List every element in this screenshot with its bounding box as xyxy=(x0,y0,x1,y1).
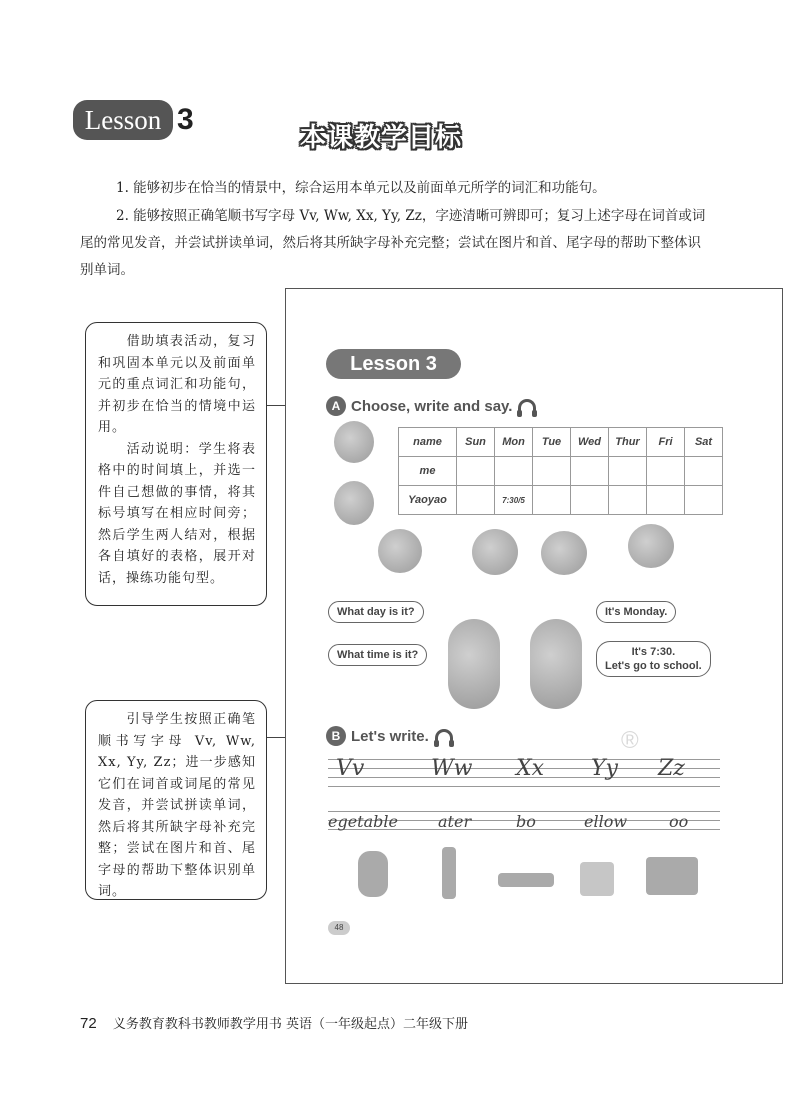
speech-bubble-1: What day is it? xyxy=(328,601,424,623)
picture-house xyxy=(541,531,587,575)
table-row xyxy=(399,486,723,515)
table-row xyxy=(399,457,723,486)
picture-football xyxy=(334,481,374,525)
table-cell xyxy=(533,457,571,486)
table-cell: me xyxy=(399,457,457,486)
word-bo: bo xyxy=(516,812,536,831)
lesson-badge: Lesson xyxy=(73,100,173,140)
picture-water-bottle xyxy=(442,847,456,899)
textbook-page-number: 48 xyxy=(328,921,350,935)
speech-bubble-4 xyxy=(596,641,711,677)
table-cell xyxy=(495,457,533,486)
picture-girl xyxy=(530,619,582,709)
picture-sleeping xyxy=(628,524,674,568)
section-b-letter: B xyxy=(326,726,346,746)
table-cell xyxy=(609,486,647,515)
page-title: 本课教学目标 xyxy=(300,123,463,153)
note2-para1: 引导学生按照正确笔顺书写字母 Vv, Ww, Xx, Yy, Zz；进一步感知它们在词首或词尾的常见发音，并尝试拼读单词，然后将其所缺字母补充完整；尝试在图片和首、尾字母的帮助下整体识别单词。 xyxy=(98,712,256,899)
picture-yellow xyxy=(580,862,614,896)
table-cell xyxy=(647,457,685,486)
speech-bubble-4-line2: Let's go to school. xyxy=(605,660,702,672)
speech-bubble-2: What time is it? xyxy=(328,644,427,666)
table-cell xyxy=(571,486,609,515)
letter-yy: Yy xyxy=(591,756,618,781)
table-header-cell: Mon xyxy=(495,428,533,457)
section-a-letter: A xyxy=(326,396,346,416)
table-header-cell: name xyxy=(399,428,457,457)
section-a-title: Choose, write and say. xyxy=(351,397,513,415)
table-cell: 7:30/5 xyxy=(495,486,533,515)
headphones-icon[interactable] xyxy=(435,729,453,743)
word-ellow: ellow xyxy=(584,812,628,831)
table-cell xyxy=(571,457,609,486)
table-header-cell: Fri xyxy=(647,428,685,457)
table-header-cell: Tue xyxy=(533,428,571,457)
table-header-cell: Sat xyxy=(685,428,723,457)
table-cell xyxy=(685,457,723,486)
section-b-heading xyxy=(326,726,453,746)
picture-zoo xyxy=(646,857,698,895)
picture-vegetable xyxy=(358,851,388,897)
section-b-title: Let's write. xyxy=(351,727,429,745)
side-note-2 xyxy=(85,700,267,900)
table-cell xyxy=(457,457,495,486)
objective-1: 1. 能够初步在恰当的情景中，综合运用本单元以及前面单元所学的词汇和功能句。 xyxy=(116,180,606,196)
picture-drawing xyxy=(378,529,422,573)
table-cell xyxy=(647,486,685,515)
word-oo: oo xyxy=(669,812,689,831)
letter-vv: Vv xyxy=(336,756,365,781)
objective-2: 2. 能够按照正确笔顺书写字母 Vv, Ww, Xx, Yy, Zz，字迹清晰可辨即可；复习上述字母在词首或词尾的常见发音，并尝试拼读单词，然后将其所缺字母补充完整；尝试在图片和首、尾字母的帮助下整体识别单词。 xyxy=(80,208,706,278)
section-a-heading xyxy=(326,396,536,416)
picture-cycling xyxy=(472,529,518,575)
note1-para1: 借助填表活动，复习和巩固本单元以及前面单元的重点词汇和功能句，并初步在恰当的情境中运用。 xyxy=(98,334,256,435)
table-cell xyxy=(533,486,571,515)
picture-box xyxy=(498,873,554,887)
letter-ww: Ww xyxy=(431,756,473,781)
table-header-row xyxy=(399,428,723,457)
table-cell xyxy=(609,457,647,486)
side-note-1 xyxy=(85,322,267,606)
word-ater: ater xyxy=(438,812,472,831)
footer xyxy=(80,1013,468,1032)
table-cell xyxy=(457,486,495,515)
table-cell xyxy=(685,486,723,515)
speech-bubble-4-line1: It's 7:30. xyxy=(631,646,676,658)
footer-page-number: 72 xyxy=(80,1015,97,1032)
picture-reading xyxy=(334,421,374,463)
textbook-page xyxy=(285,288,783,984)
table-cell: Yaoyao xyxy=(399,486,457,515)
headphones-icon[interactable] xyxy=(518,399,536,413)
registered-mark: ® xyxy=(621,727,639,754)
table-header-cell: Wed xyxy=(571,428,609,457)
table-header-cell: Thur xyxy=(609,428,647,457)
table-header-cell: Sun xyxy=(457,428,495,457)
footer-text: 义务教育教科书教师教学用书 英语（一年级起点）二年级下册 xyxy=(112,1017,468,1032)
speech-bubble-3: It's Monday. xyxy=(596,601,676,623)
picture-boy xyxy=(448,619,500,709)
letter-xx: Xx xyxy=(516,756,545,781)
schedule-table xyxy=(398,427,723,515)
lesson-number: 3 xyxy=(177,103,194,136)
textbook-lesson-label: Lesson 3 xyxy=(326,349,461,379)
note1-para2: 活动说明：学生将表格中的时间填上，并选一件自己想做的事情，将其标号填写在相应时间旁；然后学生两人结对，根据各自填好的表格，展开对话，操练功能句型。 xyxy=(98,441,256,586)
word-egetable: egetable xyxy=(328,812,398,831)
letter-zz: Zz xyxy=(658,756,685,781)
